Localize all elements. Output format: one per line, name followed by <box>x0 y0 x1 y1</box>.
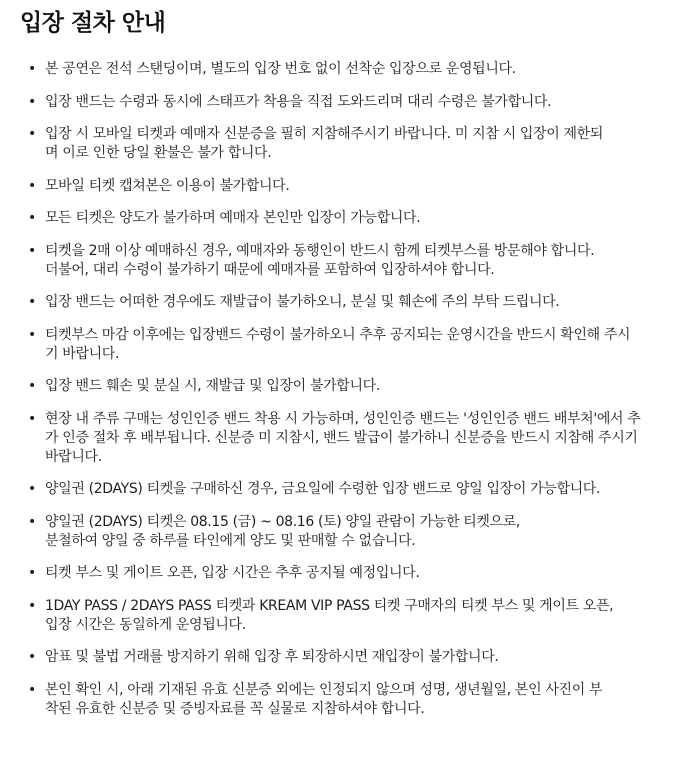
notice-text-line: 더불어, 대리 수령이 불가하기 때문에 예매자를 포함하여 입장하셔야 합니다. <box>45 261 495 278</box>
bullet-icon: • <box>28 410 36 427</box>
notice-text-line: 입장 시간은 동일하게 운영됩니다. <box>45 616 246 633</box>
notice-text-line: 기 바랍니다. <box>45 345 120 362</box>
list-item <box>0 293 688 312</box>
notice-text-line: 본 공연은 전석 스탠딩이며, 별도의 입장 번호 없이 선착순 입장으로 운영됩니다. <box>45 61 516 77</box>
notice-text-line: 티켓 부스 및 게이트 오픈, 입장 시간은 추후 공지될 예정입니다. <box>45 565 420 581</box>
notice-text-line: 바랍니다. <box>45 448 102 465</box>
bullet-icon: • <box>28 513 36 530</box>
list-item <box>0 564 688 583</box>
notice-text-line: 입장 시 모바일 티켓과 예매자 신분증을 필히 지참해주시기 바랍니다. 미 지참 시 입장이 제한되 <box>45 126 604 142</box>
list-item <box>0 60 688 79</box>
notice-text-line: 본인 확인 시, 아래 기재된 유효 신분증 외에는 인정되지 않으며 성명, 생년월일, 본인 사진이 부 <box>45 681 603 698</box>
list-item <box>0 648 688 667</box>
notice-text-line: 며 이로 인한 당일 환불은 불가 합니다. <box>45 145 272 161</box>
page-title: 입장 절차 안내 <box>20 10 166 36</box>
notice-text-line: 입장 밴드 훼손 및 분실 시, 재발급 및 입장이 불가합니다. <box>45 378 380 394</box>
list-item <box>0 513 688 551</box>
notice-text-line: 모바일 티켓 캡쳐본은 이용이 불가합니다. <box>45 177 290 194</box>
list-item <box>0 377 688 396</box>
bullet-icon: • <box>28 565 36 581</box>
notice-text-line: 티켓부스 마감 이후에는 입장밴드 수령이 불가하오니 추후 공지되는 운영시간을 반드시 확인해 주시 <box>45 326 631 343</box>
notice-text-line: 티켓을 2매 이상 예매하신 경우, 예매자와 동행인이 반드시 함께 티켓부스를 방문해야 합니다. <box>45 242 595 259</box>
bullet-icon: • <box>28 126 36 142</box>
bullet-icon: • <box>28 481 36 497</box>
notice-list <box>0 60 688 732</box>
notice-text-line: 암표 및 불법 거래를 방지하기 위해 입장 후 퇴장하시면 재입장이 불가합니다. <box>45 649 499 665</box>
notice-text-line: 양일권 (2DAYS) 티켓을 구매하신 경우, 금요일에 수령한 입장 밴드로 양일 입장이 가능합니다. <box>45 481 601 497</box>
list-item <box>0 93 688 112</box>
bullet-icon: • <box>28 294 36 310</box>
list-item <box>0 177 688 196</box>
list-item <box>0 480 688 499</box>
bullet-icon: • <box>28 649 36 665</box>
bullet-icon: • <box>28 242 36 259</box>
list-item <box>0 125 688 163</box>
bullet-icon: • <box>28 681 36 698</box>
bullet-icon: • <box>28 597 36 614</box>
notice-text-line: 입장 밴드는 어떠한 경우에도 재발급이 불가하오니, 분실 및 훼손에 주의 부탁 드립니다. <box>45 294 560 310</box>
bullet-icon: • <box>28 378 36 394</box>
list-item <box>0 242 688 280</box>
list-item <box>0 681 688 719</box>
notice-text-line: 모든 티켓은 양도가 불가하며 예매자 본인만 입장이 가능합니다. <box>45 210 421 226</box>
notice-text-line: 분철하여 양일 중 하루를 타인에게 양도 및 판매할 수 없습니다. <box>45 532 416 549</box>
notice-text-line: 착된 유효한 신분증 및 증빙자료를 꼭 실물로 지참하셔야 합니다. <box>45 700 425 717</box>
list-item <box>0 410 688 467</box>
notice-text-line: 양일권 (2DAYS) 티켓은 08.15 (금) ~ 08.16 (토) 양일 관람이 가능한 티켓으로, <box>45 513 521 530</box>
bullet-icon: • <box>28 326 36 343</box>
notice-text-line: 현장 내 주류 구매는 성인인증 밴드 착용 시 가능하며, 성인인증 밴드는 '성인인증 밴드 배부처'에서 추 <box>45 410 641 427</box>
list-item <box>0 326 688 364</box>
notice-text-line: 가 인증 절차 후 배부됩니다. 신분증 미 지참시, 밴드 발급이 불가하니 신분증을 반드시 지참해 주시기 <box>45 429 638 446</box>
notice-text-line: 1DAY PASS / 2DAYS PASS 티켓과 KREAM VIP PASS 티켓 구매자의 티켓 부스 및 게이트 오픈, <box>45 597 614 614</box>
notice-text-line: 입장 밴드는 수령과 동시에 스태프가 착용을 직접 도와드리며 대리 수령은 불가합니다. <box>45 93 552 110</box>
bullet-icon: • <box>28 177 36 194</box>
list-item <box>0 209 688 228</box>
list-item <box>0 597 688 635</box>
bullet-icon: • <box>28 93 36 110</box>
bullet-icon: • <box>28 210 36 226</box>
bullet-icon: • <box>28 61 36 77</box>
